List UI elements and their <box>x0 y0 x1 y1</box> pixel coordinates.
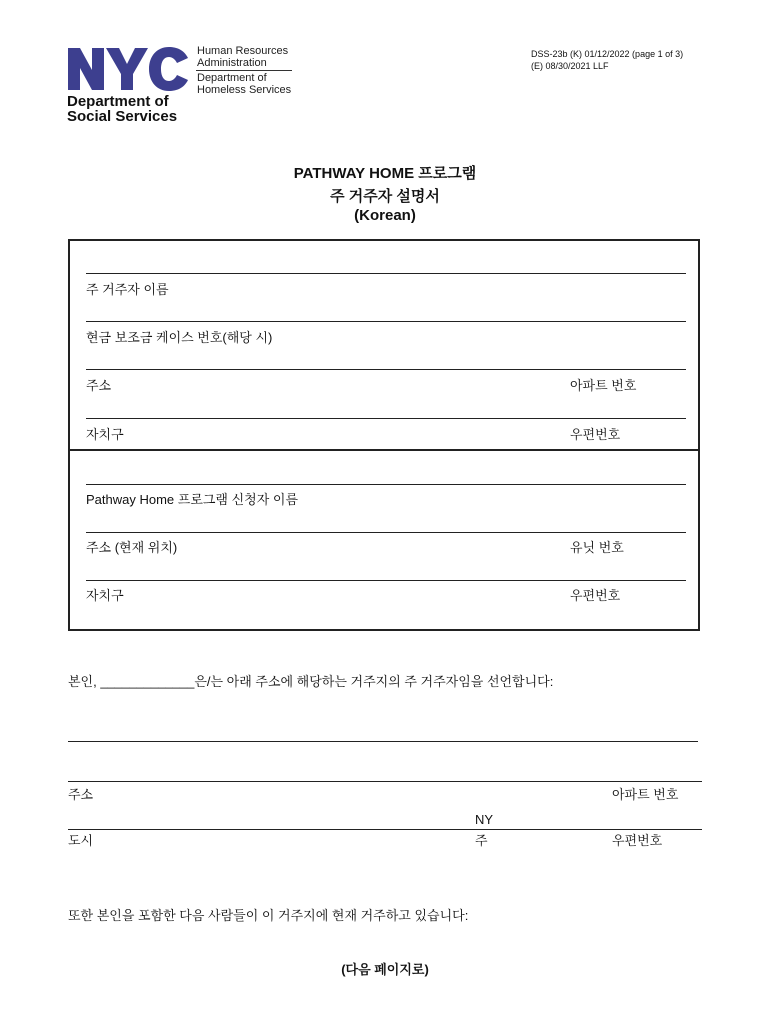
address-label: 주소 <box>86 378 112 393</box>
nyc-logo <box>66 44 190 92</box>
page-language: (Korean) <box>354 207 416 224</box>
city-label: 도시 <box>68 833 94 848</box>
current-address-line[interactable] <box>86 532 686 533</box>
page-subtitle: 주 거주자 설명서 <box>330 188 440 205</box>
form-id <box>531 48 683 72</box>
address-line[interactable] <box>86 369 686 370</box>
agency-hra-line-b: Administration <box>197 57 267 69</box>
state-label: 주 <box>475 833 488 848</box>
household-statement: 또한 본인을 포함한 다음 사람들이 이 거주지에 현재 거주하고 있습니다: <box>68 908 469 923</box>
page-title: PATHWAY HOME 프로그램 <box>293 165 477 182</box>
nyc-logo-icon <box>66 44 190 92</box>
applicant-name-label: Pathway Home 프로그램 신청자 이름 <box>86 492 299 507</box>
primary-name-label: 주 거주자 이름 <box>86 282 169 297</box>
borough-line[interactable] <box>86 418 686 419</box>
agency-dhs-line-a: Department of <box>197 72 267 84</box>
state-value: NY <box>475 812 494 827</box>
declaration-address-line[interactable] <box>68 781 702 782</box>
primary-name-line[interactable] <box>86 273 686 274</box>
agency-hra <box>197 45 288 69</box>
agency-dhs <box>197 72 291 96</box>
declaration-address-label: 주소 <box>68 787 94 802</box>
primary-tenant-section <box>68 239 700 451</box>
apt-label: 아파트 번호 <box>570 378 637 393</box>
agency-hra-line-a: Human Resources <box>197 45 289 57</box>
continued-notice: (다음 페이지로) <box>341 962 429 977</box>
declaration-zip-label: 우편번호 <box>612 833 663 848</box>
declaration-blank-line[interactable] <box>68 741 698 742</box>
agency-dhs-line-b: Homeless Services <box>197 84 292 96</box>
dss-line-2: Social Services <box>67 108 178 125</box>
form-id-line-1: DSS-23b (K) 01/12/2022 (page 1 of 3) <box>531 49 684 59</box>
zip-label: 우편번호 <box>570 427 621 442</box>
form-id-line-2: (E) 08/30/2021 LLF <box>531 61 609 71</box>
city-state-zip-line[interactable] <box>68 829 702 830</box>
dss-name <box>67 94 177 124</box>
borough-label: 자치구 <box>86 427 124 442</box>
unit-label: 유닛 번호 <box>570 540 624 555</box>
declaration-statement: 본인, _____________은/는 아래 주소에 해당하는 거주지의 주 거주자임을 선언합니다: <box>68 674 554 689</box>
applicant-borough-line[interactable] <box>86 580 686 581</box>
current-address-label: 주소 (현재 위치) <box>86 540 178 555</box>
applicant-name-line[interactable] <box>86 484 686 485</box>
agency-divider <box>196 70 292 71</box>
applicant-zip-label: 우편번호 <box>570 588 621 603</box>
cash-case-line[interactable] <box>86 321 686 322</box>
applicant-section <box>68 449 700 631</box>
cash-case-label: 현금 보조금 케이스 번호(해당 시) <box>86 330 273 345</box>
declaration-apt-label: 아파트 번호 <box>612 787 679 802</box>
dss-line-1: Department of <box>67 93 169 110</box>
applicant-borough-label: 자치구 <box>86 588 124 603</box>
